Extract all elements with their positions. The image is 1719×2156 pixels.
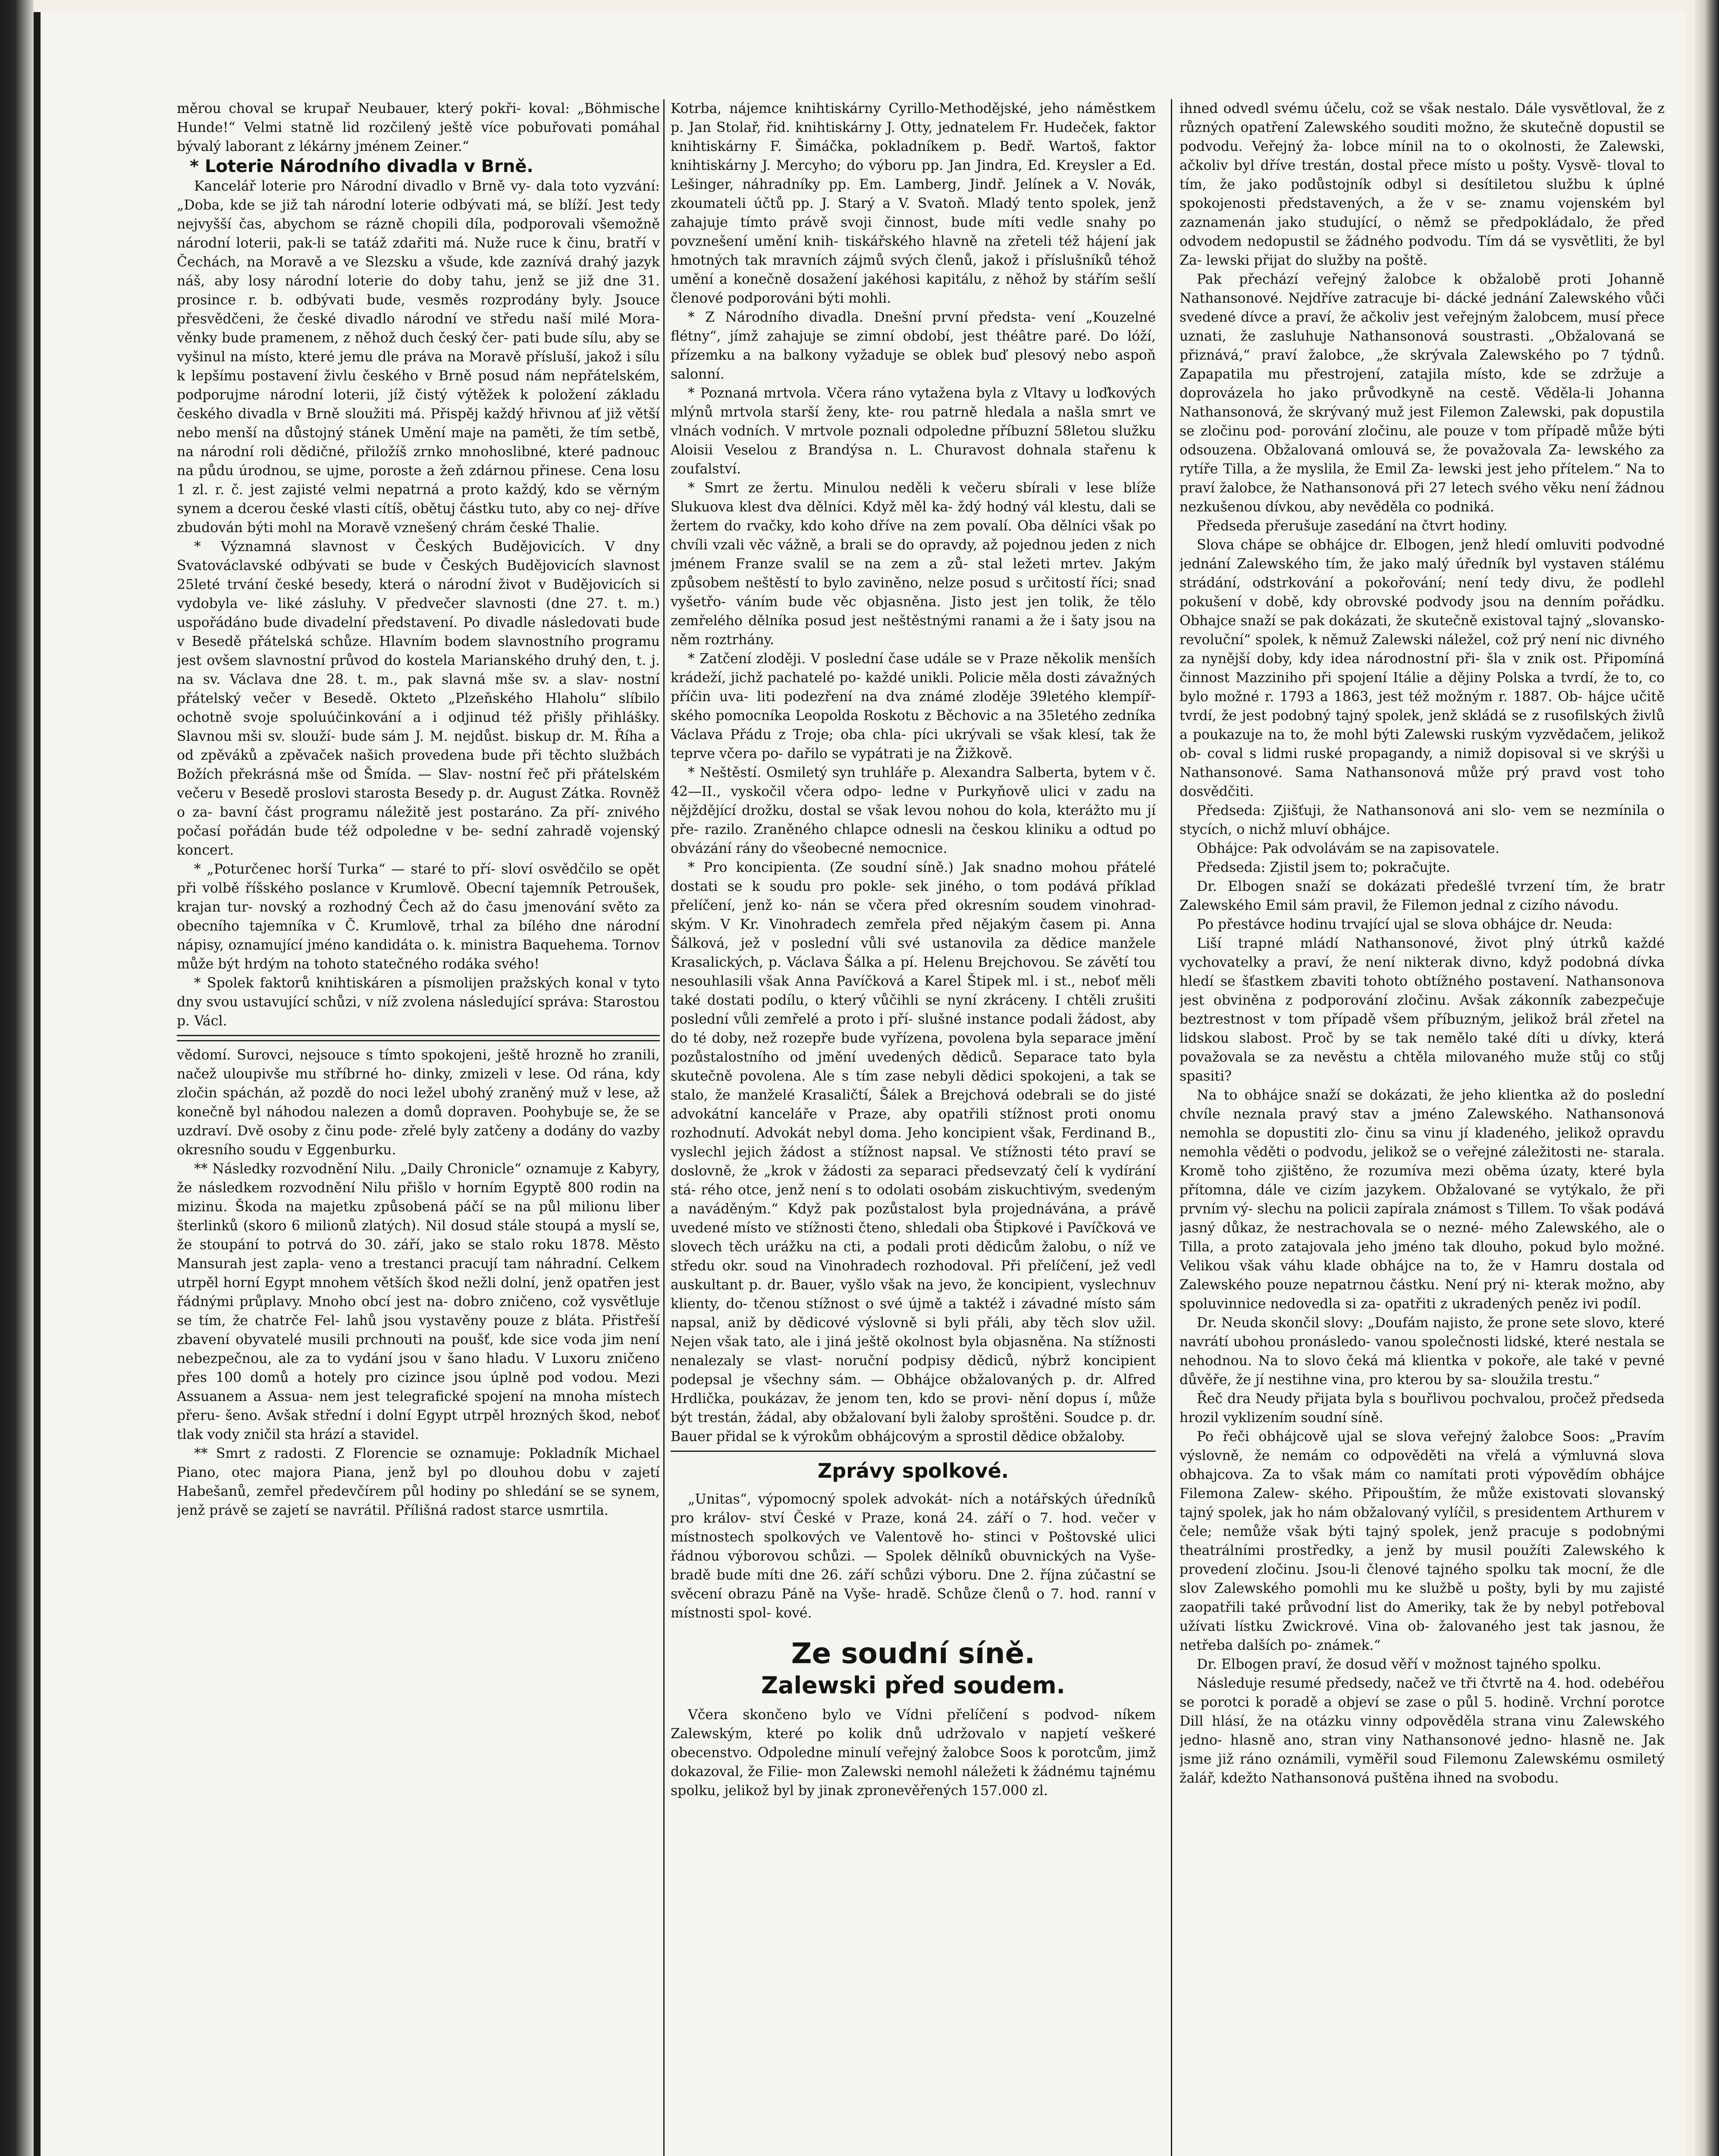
- article-continuation: měrou choval se krupař Neubauer, který pokři- koval: „Böhmische Hunde!“ Velmi statně lid rozčilený ještě více pobuřovati pomáhal bývalý laborant z lékárny jménem Zeiner.“: [177, 101, 660, 154]
- paragraph-obhajce: Obhájce: Pak odvolávám se na zapisovatele.: [1197, 841, 1499, 856]
- column-1: [177, 99, 660, 2156]
- article-slavnost: * Významná slavnost v Českých Budějovicích. V dny Svatováclavské odbývati se bude v Českých Budějovicích slavnost 25leté trvání české besedy, která o národní život v Budějovicích si vydobyla ve- liké zásluhy. V předvečer slavnosti (dne 27. t. m.) uspořádáno bude divadelní představení. Po divadle následovati bude v Besedě přátelská schůze. Hlavním bodem slavnostního programu jest ovšem slavnostní průvod do kostela Marianského druhý den, t. j. na sv. Václava dne 28. t. m., pak slavná mše sv. a slav- nostní přátelský večer v Besedě. Okteto „Plzeňského Hlaholu“ slíbilo ochotně svoje spoluúčinkování a i odjinud též přišly přihlášky. Slavnou mši sv. slouží- bude sám J. M. nejdůst. biskup dr. M. Říha a od zpěváků a zpěvaček našich provedena bude při těchto službách Božích překrásná mše od Šmída. — Slav- nostní řeč při přátelském večeru v Besedě proslovi starosta Besedy p. dr. August Zátka. Rovněž o za- bavní část programu náležitě jest postaráno. Za pří- znivého počasí pořádán bude též odpoledne v be- sední zahradě vojenský koncert.: [177, 539, 660, 858]
- section-title-soudni-sin: Ze soudní síně.: [791, 1637, 1035, 1670]
- headline-zalewski: Zalewski před soudem.: [761, 1672, 1066, 1699]
- article-kotrba: Kotrba, nájemce knihtiskárny Cyrillo-Methodějské, jeho náměstkem p. Jan Stolař, řid. knihtiskárny J. Otty, jednatelem Fr. Hudeček, faktor knihtiskárny F. Šimáčka, pokladníkem p. Bedř. Wartoš, faktor knihtiskárny J. Mercyho; do výboru pp. Jan Jindra, Ed. Kreysler a Ed. Lešinger, náhradníky pp. Em. Lamberg, Jindř. Jelínek a V. Novák, zkoumateli účtů pp. J. Starý a V. Svatoň. Mladý tento spolek, jenž zahajuje tímto právě svoji činnost, bude míti vedle snahy po povznešení umění knih- tiskářského hlavně na zřeteli též hájení jak hmotných tak mravních zájmů svých členů, jakož i příslušníků téhož umění a konečně dosažení jakéhosi kapitálu, z něhož by stářím sešlí členové podporováni býti mohli.: [671, 101, 1156, 306]
- article-vedomi: vědomí. Surovci, nejsouce s tímto spokojeni, ještě hrozně ho zranili, načež uloupivše mu stříbrné ho- dinky, zmizeli v lese. Od rána, kdy zločin spáchán, až pozdě do noci ležel ubohý zraněný muž v lese, až konečně byl náhodou nalezen a domů dopraven. Poohybuje se, že se uzdraví. Dvě osoby z činu pode- zřelé byly zatčeny a dodány do vazby okresního soudu v Eggenburku.: [177, 1047, 660, 1158]
- paragraph-elbogen-2: Dr. Elbogen snaží se dokázati předešlé tvrzení tím, že bratr Zalewského Emil sám pravil, že Filemon jednal z cizího návodu.: [1179, 879, 1665, 913]
- article-nil: ** Následky rozvodnění Nilu. „Daily Chronicle“ oznamuje z Kabyry, že následkem rozvodnění Nilu přišlo v horním Egyptě 800 rodin na mizinu. Škoda na majetku způsobená páčí se na půl milionu liber šterlinků (skoro 6 milionů zlatých). Nil dosud stále stoupá a myslí se, že stoupání to potrvá do 30. září, jako se stalo roku 1878. Město Mansurah jest zapla- veno a trestanci pracují tam náhradní. Celkem utrpěl horní Egypt mnohem větších škod nežli dolní, jenž opatřen jest řádnými průplavy. Mnoho obcí jest na- dobro zničeno, což vysvětluje se tím, že chatrče Fel- lahů jsou vystavěny pouze z bláta. Přistřeší zbavení obyvatelé musili prchnouti na poušť, kde sice voda jim není nebezpečnou, ale za to vydání jsou v šano hladu. V Luxoru zničeno přes 100 domů a hotely pro cizince jsou úplně pod vodou. Mezi Assuanem a Assua- nem jest telegrafické spojení na mnoha místech přeru- šeno. Avšak střední i dolní Egypt utrpěl hrozných škod, neboť tlak vody zničil sta hrází a stavidel.: [177, 1161, 660, 1442]
- scan-edge-right: [1695, 0, 1719, 2156]
- paragraph-elbogen-1: Slova chápe se obhájce dr. Elbogen, jenž hledí omluviti podvodné jednání Zalewského tím, že jako malý úředník byl vystaven stálému strádání, odstrkování a pokořování; není tedy divu, že podlehl pokušení v době, kdy obrovské podvody jsou na denním pořádku. Obhajce snaží se pak dokázati, že skutečně existoval tajný „slovansko-revoluční“ spolek, k němuž Zalewski náležel, což prý není nic divného za nynější doby, kdy idea národnostní při- šla v znik ost. Připomíná činnost Mazziniho při spojení Itálie a dějiny Polska a tvrdí, že to, co bylo možné r. 1793 a 1863, jest též možným r. 1887. Ob- hájce učitě tvrdí, že jest podobný tajný spolek, jenž skládá se z rusofilských živlů a poukazuje na to, že mohl býti Zalewski ruským vyzvědačem, jelikož ob- coval s lidmi ruské propagandy, a nimiž dopisoval si ve skrýši u Nathansonové. Sama Nathansonová může prý pravd vost toho dosvědčiti.: [1179, 537, 1665, 799]
- paragraph-neuda-1: Liší trapné mládí Nathansonové, život plný útrků každé vychovatelky a praví, že není nikterak divno, když podobná dívka hledí se šťastkem zbaviti tohoto obtížného postavení. Nathansonova jest obviněna z podporování zločinu. Avšak zákonník zabezpečuje beztrestnost v tom případě všem příbuzným, jelikož brál zřetel na lidskou slabost. Proč by se tak nemělo také díti u dívky, která považovala se za nevěstu a chtěla milovaného muže stůj co stůj spasiti?: [1179, 936, 1665, 1084]
- paragraph-rec: Řeč dra Neudy přijata byla s bouřlivou pochvalou, pročež předseda hrozil vyklizením soudní síně.: [1179, 1391, 1665, 1426]
- column-2: [671, 99, 1156, 2156]
- article-smrt-z-radosti: ** Smrt z radosti. Z Florencie se oznamuje: Pokladník Michael Piano, otec majora Piana, jenž byl po dlouhou dobu v zajetí Habešanů, zemřel předevčírem půl hodiny po shledání se se synem, jenž právě se zajetí se navrátil. Přílišná radost starce usmrtila.: [177, 1446, 660, 1518]
- paragraph-predseda-3: Předseda: Zjistil jsem to; pokračujte.: [1197, 860, 1450, 875]
- article-zalewski-start: Včera skončeno bylo ve Vídni přelíčení s podvod- níkem Zalewským, které po kolik dnů udržovalo v napjetí veškeré obecenstvo. Odpoledne minulí veřejný žalobce Soos k porotcům, jimž dokazoval, že Filie- mon Zalewski nemohl náležeti k žádnému tajnému spolku, jelikož byl by jinak zpronevěřených 157.000 zl.: [671, 1707, 1156, 1799]
- paragraph-verdict: Následuje resumé předsedy, načež ve tři čtvrtě na 4. hod. odebéřou se porotci k poradě a objeví se zase o půl 5. hodině. Vrchní porotce Dill hlásí, že na otázku vinny odpověděla strana vinu Zalewského jedno- hlasně ano, stran viny Nathansonové jedno- hlasně ne. Jak jsme již ráno oznámili, vyměřil soud Filemonu Zalewskému osmiletý žalář, kdežto Nathansonová puštěna ihned na svobodu.: [1179, 1676, 1665, 1786]
- scan-edge-left: [0, 0, 34, 2156]
- column-3: [1179, 99, 1665, 2156]
- section-divider: [177, 1035, 660, 1041]
- paragraph-prechazi: Pak přechází veřejný žalobce k obžalobě proti Johanně Nathansonové. Nejdříve zatracuje bi- dácké jednání Zalewského vůči svedené dívce a praví, že ačkoliv jest veřejným žalobcem, musí přece uznati, že zasluhuje Nathansonová soustrasti. „Obžalovaná se přiznává,“ praví žalobce, „že skrývala Zalewského po 7 týdnů. Zapapatila mu přestrojení, zatajila místo, kde se zdržuje a doprovázela ho jako průvodkyně na cestě. Věděla-li Johanna Nathansonová, že skrývaný muž jest Filemon Zalewski, pak dopustila se zločinu pod- porování zločinu, ale pouze v tom případě může býti odsouzena. Obžalovaná omlouvá se, že považovala Za- lewského za rytíře Tilla, a že myslila, že Emil Za- lewski jest jeho přítelem.“ Na to praví žalobce, že Nathansonová při 27 letech svého věku není žádnou nezkušenou dívkou, aby nevěděla co podniká.: [1179, 272, 1665, 515]
- article-nestesti: * Neštěstí. Osmiletý syn truhláře p. Alexandra Salberta, bytem v č. 42—II., vyskočil včera odpo- ledne v Purkyňově ulici v zadu na nějždějící drožku, dostal se však levou nohou do kola, kterážto mu jí pře- razilo. Zraněného chlapce odnesli na českou kliniku a odtud po obvázání rány do všeobecné nemocnice.: [671, 765, 1156, 856]
- headline-loterie: * Loterie Národního divadla v Brně.: [190, 157, 533, 176]
- article-loterie: Kancelář loterie pro Národní divadlo v Brně vy- dala toto vyzvání: „Doba, kde se již tah národní loterie odbývati má, se blíží. Jest tedy nejvyšší čas, abychom se rázně chopili díla, podporovali všemožně národní loterii, pak-li se tatáž zdařiti má. Nuže ruce k činu, bratří v Čechách, na Moravě a ve Slezsku a všude, kde zaznívá drahý jazyk náš, aby losy národní loterie do doby tahu, jenž se již dne 31. prosince r. b. odbývati bude, vesměs rozprodány byly. Jsouce přesvědčeni, že české divadlo národní ve středu naší milé Mora- věnky bude pramenem, z něhož duch český čer- pati bude sílu, aby se vyšinul na místo, které jemu dle práva na Moravě přísluší, jakož i sílu k lepšímu postavení živlu českého v Brně posud nám nepřátelském, podporujme národní loterii, jíž čistý výtěžek k položení základu českého divadla v Brně sloužiti má. Přispěj každý hřivnou ať již větší nebo menší na důstojný stánek Umění maje na paměti, že tím setbě, na národní roli dědičné, přiložíš zrnko mnohoslibné, které padnouc na půdu úrodnou, se ujme, poroste a žeň zdárnou přinese. Cena losu 1 zl. r. č. jest zajisté velmi nepatrná a proto každý, kdo se věrným synem a dcerou české vlasti cítíš, obětuj částku tuto, aby co nej- dříve zbudován býti mohl na Moravě vznešený chrám české Thalie.: [177, 179, 660, 536]
- section-divider: [671, 1451, 1156, 1452]
- article-narodni-divadlo: * Z Národního divadla. Dnešní první předsta- vení „Kouzelné flétny“, jímž zahajuje se zimní období, jest théâtre paré. Do lóží, přízemku a na balkony vyžaduje se oblek buď plesový nebo aspoň salonní.: [671, 310, 1156, 382]
- article-zatceni-zlodeji: * Zatčení zloději. V poslední čase udále se v Praze několik menších krádeží, jichž pachatelé po- každé unikli. Policie měla dosti závažných příčin uva- liti podezření na dva známé zloděje 39letého klempíř- ského pomocníka Leopolda Roskotu z Běchovic a na 35letého zedníka Václava Přádu z Troje; oba chla- píci ukrývali se však klesí, tak že teprve včera po- dařilo se vypátrati je na Žižkově.: [671, 651, 1156, 761]
- paragraph-neuda-2: Na to obhájce snaží se dokázati, že jeho klientka až do poslední chvíle neznala pravý stav a jméno Zalewského. Nathansonová nemohla se dopustiti zlo- činu sa vinu jí kladeného, jelikož opravdu nemohla věděti o podvodu, jelikož se o veřejné záležitosti ne- starala. Kromě toho zjištěno, že rozumíva mezi oběma úzaty, které byla přítomna, dále ve cizím jazykem. Obžalované se vytýkalo, že při prvním vý- slechu na policii zapírala známost s Tillem. To však podává jasný důkaz, že nestrachovala se o nezné- mého Zalewského, ale o Tilla, a proto zatajovala jeho jméno tak dlouho, pokud bylo možné. Velikou však váhu klade obhájce na to, že v Hamru dostala od Zalewského pouze nepatrnou částku. Není prý ni- kterak možno, aby spoluvinnice nedovedla si za- opatřiti z ukradených peněz ivi podíl.: [1179, 1087, 1665, 1312]
- article-unitas: „Unitas“, výpomocný spolek advokát- ních a notářských úředníků pro králov- ství České v Praze, koná 24. září o 7. hod. večer v místnostech spolkových ve Valentově ho- stinci v Poštovské ulici řádnou výborovou schůzi. — Spolek dělníků obuvnických na Vyše- bradě bude míti dne 26. září schůzi výboru. Dne 2. října zúčastní se svěcení obrazu Páně na Vyše- hradě. Schůze členů o 7. hod. ranní v místnosti spol- kové.: [671, 1492, 1156, 1621]
- article-mrtvola: * Poznaná mrtvola. Včera ráno vytažena byla z Vltavy u loďkových mlýnů mrtvola starší ženy, kte- rou patrně hledala a našla smrt ve vlnách vodních. V mrtvole poznali odpoledne příbuzní 58letou služku Aloisii Veselou z Brandýsa n. L. Churavost dohnala stařenu k zoufalství.: [671, 385, 1156, 477]
- column-rule-1: [663, 99, 665, 2156]
- article-poturcenec: * „Poturčenec horší Turka“ — staré to pří- sloví osvědčilo se opět při volbě říšského poslance v Krumlově. Obecní tajemník Petroušek, krajan tur- novský a rozhodný Čech až do času jmenování světo za obecního tajemníka v Č. Krumlově, trhal za bílého dne národní nápisy, oznamující jméno kandidáta o. k. ministra Baquehema. Tornov může být hrdým na tohoto statečného rodáka svého!: [177, 862, 660, 972]
- article-koncipient: * Pro koncipienta. (Ze soudní síně.) Jak snadno mohou přátelé dostati se k soudu pro pokle- sek jiného, o tom podává příklad přelíčení, jenž ko- nán se včera před okresním soudem vinohrad- ským. V Kr. Vinohradech zemřela před nějakým časem pi. Anna Šálková, jež v poslední vůli své ustanovila za dědice manžele Krasalických, p. Václava Šálka a pí. Helenu Brejchovou. Se závětí tou nesouhlasili však Anna Pavíčková a Karel Štipek ml. i st., neboť měli také dostati podílu, o který vůčihli se nyní zkráceny. I chtěli zrušiti poslední vůli zemřelé a proto i pří- slušné instance podali žádost, aby do té doby, než rozepře bude vyřízena, povolena byla separace jmění pozůstalostního od jmění uvedených dědiců. Separace tato byla skutečně povolena. Ale s tím zase nebyli dědici spokojeni, a tak se stalo, že manželé Krasaličtí, Šálek a Brejchová odebrali se do jisté advokátní kanceláře v Praze, aby opatřili stížnost proti onomu rozhodnutí. Advokát nebyl doma. Jeho koncipient však, Ferdinand B., vyslechl jejich žádost a stížnost napsal. Ve stížnosti této praví se doslovně, že „krok v žádosti za separaci předsevzatý čelí k vydírání stá- rého otce, jenž není s to odolati osobám ziskuchtivým, svedeným a naváděným.“ Když pak pozůstalost byla projednávána, a právě uvedené místo ve stížnosti čteno, shledali oba Štipkové i Pavíčková ve slovech těch urážku na cti, a podali proti dědicům žalobu, o níž ve středu okr. soud na Vinohradech rozhodoval. Při přelíčení, jež vedl auskultant p. dr. Bauer, vyšlo však na jevo, že koncipient, vyslechnuv klienty, do- tčenou stížnost o své újmě a taktéž i závadné místo sám napsal, aniž by dědicové výslovně si byli přáli, aby těch slov užil. Nejen však tato, ale i jiná ještě okolnost byla objasněna. Na stížnosti nenalezaly se vlast- noruční podpisy dědiců, nýbrž koncipient podepsal je všechny sám. — Obhájce obžalovaných p. dr. Alfred Hrdlička, poukázav, že jenom ten, kdo se provi- nění dopus í, může být trestán, žádal, aby obžalovaní byli žaloby sproštěni. Soudce p. dr. Bauer přidal se k výrokům obhájcovým a sprostil dědice obžaloby.: [671, 860, 1156, 1445]
- column-rule-2: [1171, 99, 1172, 2156]
- article-smrt-ze-zertu: * Smrt ze žertu. Minulou neděli k večeru sbírali v lese blíže Slukuova klest dva dělníci. Když měl ka- ždý hodný vál klestu, dali se žertem do rvačky, kdo koho dříve na zem povalí. Oba dělníci však po chvíli vzali věc vážně, a brali se do opravdy, až pojednou jeden z nich jménem Franze svalil se na zem a zů- stal ležeti mrtev. Jakým způsobem neštěstí to bylo zaviněno, nelze posud s určitostí říci; snad vyšetřo- váním bude věc objasněna. Jisto jest jen tolik, že tělo zemřelého dělníka posud jest neštěstnými ranami a že i šaty jsou na něm roztrhány.: [671, 480, 1156, 648]
- paragraph-predseda-1: Předseda přerušuje zasedání na čtvrt hodiny.: [1197, 518, 1508, 534]
- paragraph-neuda-3: Dr. Neuda skončil slovy: „Doufám najisto, že prone sete slovo, které navrátí ubohou pronásledo- vanou společnosti lidské, které nestala se nehodnou. Na to slovo čeká má klientka v pokoře, ale také v pevné důvěře, že jí nestihne vina, pro kterou by sa- sloužila trestu.“: [1179, 1315, 1665, 1388]
- article-spolek-faktoru: * Spolek faktorů knihtiskáren a písmolijen pražských konal v tyto dny svou ustavující schůzi, v níž zvolena následující správa: Starostou p. Václ.: [177, 975, 660, 1029]
- paragraph-soos: Po řeči obhájcově ujal se slova veřejný žalobce Soos: „Pravím výslovně, že nemám co odpověděti na vřelá a výmluvná slova obhajcova. Za to však mám co namítati proti výpovědím obhájce Filemona Zalew- ského. Připouštím, že může existovati slovanský tajný spolek, jak ho nám obžalovaný vylíčil, s presidentem Arthurem v čele; nemůže však býti tajný spolek, jenž pracuje s podobnými theatrálními prostředky, a jenž by musil použíti Zalewského k provedení zločinu. Jsou-li členové tajného spolku tak mocní, že dle slov Zalewského pomohli mu ke službě u pošty, byli by mu zajisté zaopatřili také průvodní list do Ameriky, tak že by nebyl potřeboval užívati lístku Zwickrové. Vina ob- žalovaného jest tak jasnou, že netřeba dalších po- známek.“: [1179, 1429, 1665, 1653]
- paragraph-neuda-intro: Po přestávce hodinu trvající ujal se slova obhájce dr. Neuda:: [1197, 917, 1613, 932]
- paragraph-elbogen-3: Dr. Elbogen praví, že dosud věří v možnost tajného spolku.: [1197, 1657, 1602, 1672]
- section-title-spolkove: Zprávy spolkové.: [817, 1459, 1009, 1482]
- paragraph-predseda-2: Předseda: Zjišťuji, že Nathansonová ani slo- vem se nezmínila o stycích, o nichž mluví obhájce.: [1179, 803, 1665, 837]
- article-zalewski-cont: ihned odvedl svému účelu, což se však nestalo. Dále vysvětloval, že z různých opatření Zalewského souditi možno, že skutečně dopustil se podvodu. Veřejný ža- lobce mínil na to o okolnosti, že Zalewski, ačkoliv byl dříve trestán, dostal přece místo u pošty. Vysvě- tloval to tím, že jako podůstojník odbyl si desítiletou službu k úplné spokojenosti představených, a že v se- znamu vojenském byl zaznamenán jako studující, o němž se předpokládalo, že před odvodem nedopustil se žádného podvodu. Tím dá se vysvětliti, že byl Za- lewski přijat do služby na poště.: [1179, 101, 1665, 268]
